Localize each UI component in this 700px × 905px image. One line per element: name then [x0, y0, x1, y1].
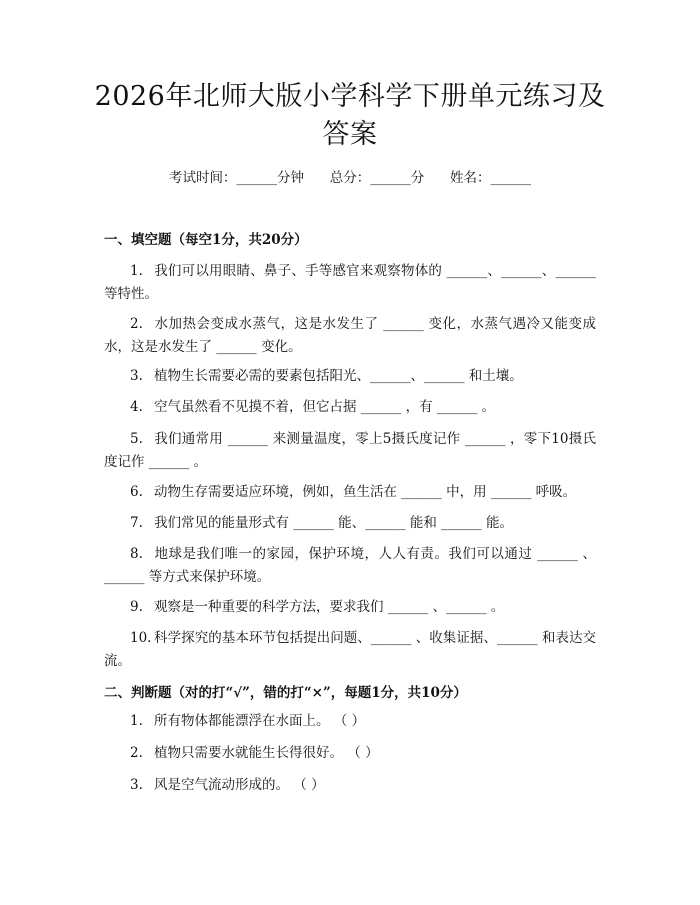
question-item	[104, 543, 596, 589]
exam-info-line: 考试时间：______分钟 总分：______分 姓名：______	[169, 170, 531, 186]
question-number: 9.	[130, 599, 143, 615]
question-text: 我们可以用眼睛、鼻子、手等感官来观察物体的 ______、______、______ 等特性。	[104, 263, 596, 302]
question-number: 1.	[130, 713, 143, 729]
question-text: 地球是我们唯一的家园，保护环境，人人有责。我们可以通过 ______ 、______ 等方式来保护环境。	[104, 546, 596, 585]
question-item	[104, 627, 596, 673]
question-item	[104, 512, 596, 535]
question-number: 4.	[130, 399, 143, 415]
question-item	[104, 742, 596, 765]
question-text: 植物只需要水就能生长得很好。 （ ）	[154, 745, 379, 761]
question-number: 1.	[130, 263, 143, 279]
question-text: 植物生长需要必需的要素包括阳光、______、______ 和土壤。	[154, 368, 523, 384]
question-number: 10.	[130, 630, 152, 646]
question-item	[104, 396, 596, 419]
question-item	[104, 596, 596, 619]
question-text: 我们通常用 ______ 来测量温度，零上5摄氏度记作 ______ ，零下10摄氏度记作 ______ 。	[104, 431, 596, 470]
question-text: 风是空气流动形成的。 （ ）	[154, 777, 325, 793]
question-item	[104, 774, 596, 797]
question-text: 动物生存需要适应环境，例如，鱼生活在 ______ 中，用 ______ 呼吸。	[154, 484, 577, 500]
question-number: 3.	[130, 368, 143, 384]
question-item	[104, 313, 596, 359]
section-heading-true-false: 二、判断题（对的打“√”，错的打“×”，每题1分，共10分）	[104, 685, 467, 701]
question-number: 2.	[130, 316, 143, 332]
question-item	[104, 260, 596, 306]
question-number: 7.	[130, 515, 143, 531]
page-title: 2026年北师大版小学科学下册单元练习及答案	[94, 81, 606, 150]
question-number: 2.	[130, 745, 143, 761]
section-heading-fill-in: 一、填空题（每空1分，共20分）	[104, 232, 308, 248]
question-item	[104, 428, 596, 474]
question-text: 科学探究的基本环节包括提出问题、______ 、收集证据、______ 和表达交流。	[104, 630, 596, 669]
question-item	[104, 710, 596, 733]
question-item	[104, 481, 596, 504]
question-text: 空气虽然看不见摸不着，但它占据 ______ ，有 ______ 。	[154, 399, 496, 415]
question-number: 5.	[130, 431, 143, 447]
question-text: 所有物体都能漂浮在水面上。 （ ）	[154, 713, 366, 729]
question-text: 观察是一种重要的科学方法，要求我们 ______ 、______ 。	[154, 599, 505, 615]
question-number: 8.	[130, 546, 143, 562]
question-item	[104, 365, 596, 388]
question-number: 6.	[130, 484, 143, 500]
question-number: 3.	[130, 777, 143, 793]
question-text: 我们常见的能量形式有 ______ 能、______ 能和 ______ 能。	[154, 515, 513, 531]
question-text: 水加热会变成水蒸气，这是水发生了 ______ 变化，水蒸气遇冷又能变成水，这是水发生了 ______ 变化。	[104, 316, 596, 355]
